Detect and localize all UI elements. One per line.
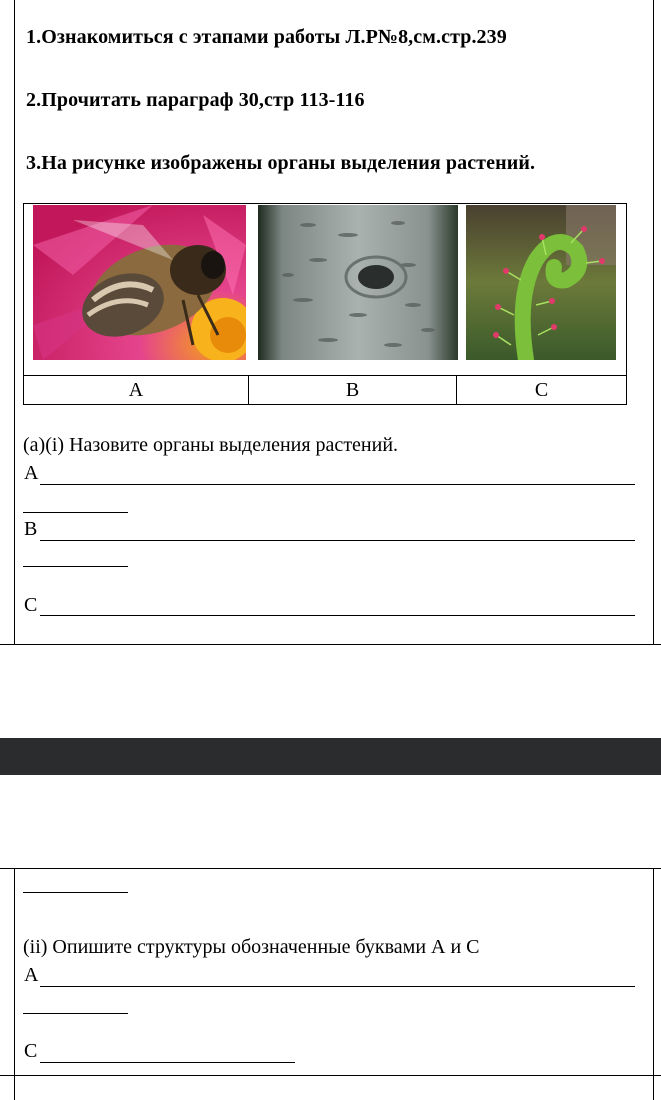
answer-b-letter: B [24,518,38,540]
task-3: 3.На рисунке изображены органы выделения растений. [26,152,536,174]
answer-ii-a-line-continuation[interactable] [23,1013,128,1014]
table-bottom [23,404,627,405]
table-left [23,203,24,405]
answer-c-letter: C [24,594,38,616]
frame-right-border [653,0,654,645]
table-top [23,203,627,204]
answer-b-line-continuation[interactable] [23,566,128,567]
answer-c-line[interactable] [40,615,635,616]
lower-frame-right [653,868,654,1100]
answer-ii-a-line[interactable] [40,986,635,987]
frame-bottom-border [0,644,661,645]
tree-bark-lenticels-photo [258,205,458,360]
table-right [626,203,627,405]
bee-on-flower-photo [33,205,246,360]
answer-ii-a-letter: A [24,964,39,986]
answer-a-line[interactable] [40,484,635,485]
answer-ii-c-line[interactable] [40,1062,295,1063]
carryover-answer-line[interactable] [23,892,128,893]
answer-a-line-continuation[interactable] [23,512,128,513]
task-2: 2.Прочитать параграф 30,стр 113-116 [26,89,365,111]
page-break-bar [0,738,661,775]
answer-ii-c-letter: C [24,1040,38,1062]
figure-label-b: B [345,379,360,401]
task-1: 1.Ознакомиться с этапами работы Л.Р№8,см.стр.239 [26,26,507,48]
figure-label-a: A [128,379,144,401]
frame-left-border [14,0,15,645]
sundew-tentacles-photo [466,205,616,360]
question-a-prompt: (a)(i) Назовите органы выделения растений. [23,434,399,456]
figure-label-c: C [534,379,549,401]
lower-frame-top [0,868,661,869]
lower-frame-left [14,868,15,1100]
question-ii-prompt: (ii) Опишите структуры обозначенные буквами А и С [23,936,480,958]
answer-b-line[interactable] [40,540,635,541]
lower-frame-bottom [0,1075,661,1076]
answer-a-letter: A [24,462,39,484]
